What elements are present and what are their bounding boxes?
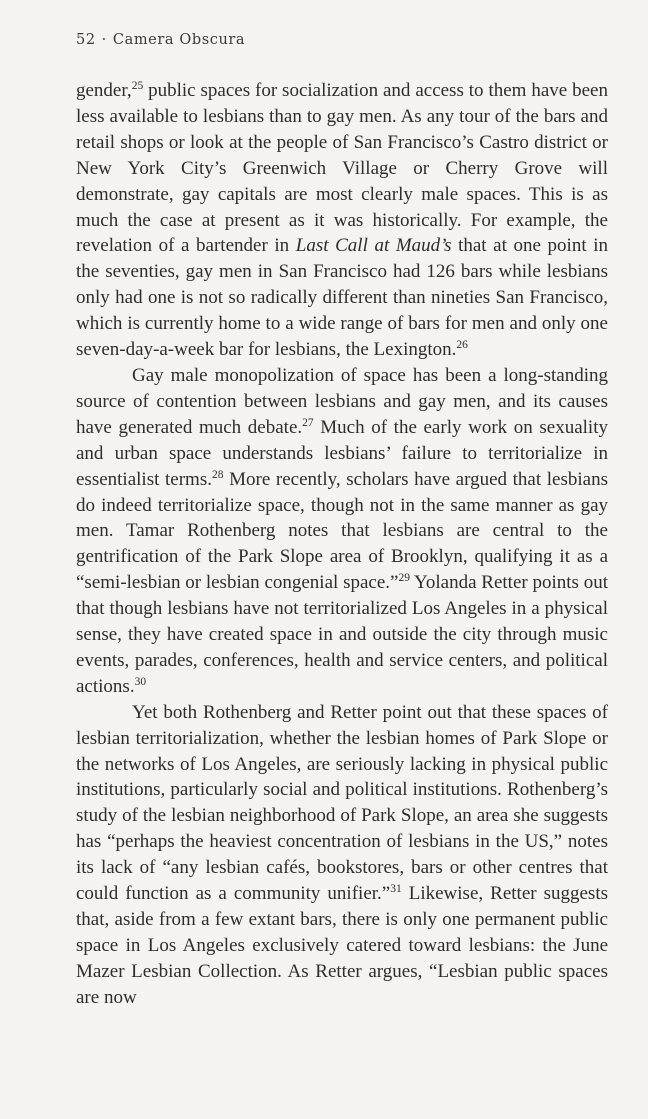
text-run: Likewise, Retter suggests that, aside from a few extant bars, there is only one permanent public space in Los Angeles exclusively catered toward lesbians: the June Mazer Lesbian Collection. As Retter argues, “Lesbian public spaces are now xyxy=(76,883,608,1008)
text-run: that at one point in the seventies, gay men in San Francisco had 126 bars while lesbians only had one is not so radically different than nineties San Francisco, which is currently home to a wide range of bars for men and only one seven-day-a-week bar for lesbians, the Lexington. xyxy=(76,235,608,361)
text-run: Yet both Rothenberg and Retter point out that these spaces of lesbian territorialization, whether the lesbian homes of Park Slope or the networks of Los Angeles, are seriously lacking in physical public institutions, particularly social and political institutions. Rothenberg’s study of the lesbian neighborhood of Park Slope, an area she suggests has “perhaps the heaviest concentration of lesbians in the US,” notes its lack of “any lesbian cafés, bookstores, bars or other centres that could function as a community unifier.” xyxy=(76,701,608,905)
body-text xyxy=(76,78,608,1011)
paragraph xyxy=(76,700,608,1011)
footnote-ref: 31 xyxy=(390,883,402,896)
text-run: Yolanda Retter points out that though lesbians have not territorialized Los Angeles in a physical sense, they have created space in and outside the city through music events, parades, conferences, health and service centers, and political actions. xyxy=(76,572,608,697)
footnote-ref: 27 xyxy=(302,416,314,429)
text-run: More recently, scholars have argued that lesbians do indeed territorialize space, though not in the same manner as gay men. Tamar Rothenberg notes that lesbians are central to the gentrification of the Park Slope area of Brooklyn, qualifying it as a “semi-lesbian or lesbian congenial space.” xyxy=(76,468,608,594)
footnote-ref: 25 xyxy=(131,80,144,92)
italic-title: Last Call at Maud’s xyxy=(295,235,452,257)
footnote-ref: 30 xyxy=(134,675,147,688)
paragraph xyxy=(76,363,608,700)
text-run: gender, xyxy=(76,80,132,101)
header-separator: · xyxy=(101,32,107,48)
running-title: Camera Obscura xyxy=(112,32,246,48)
text-run: Much of the early work on sexuality and urban space understands lesbians’ failure to territorialize in essentialist terms. xyxy=(76,416,608,490)
running-head xyxy=(76,32,245,48)
footnote-ref: 29 xyxy=(398,572,410,585)
footnote-ref: 26 xyxy=(456,339,468,352)
footnote-ref: 28 xyxy=(211,468,224,481)
text-run: public spaces for socialization and access to them have been less available to lesbians than to gay men. As any tour of the bars and retail shops or look at the people of San Francisco’s Castro district or New York City’s Greenwich Village or Cherry Grove will demonstrate, gay capitals are most clearly male spaces. This is as much the case at present as it was historically. For example, the revelation of a bartender in xyxy=(76,80,608,257)
paragraph xyxy=(76,78,608,363)
text-run: Gay male monopolization of space has been a long-standing source of contention between lesbians and gay men, and its causes have generated much debate. xyxy=(76,364,608,438)
page-number: 52 xyxy=(76,32,96,48)
